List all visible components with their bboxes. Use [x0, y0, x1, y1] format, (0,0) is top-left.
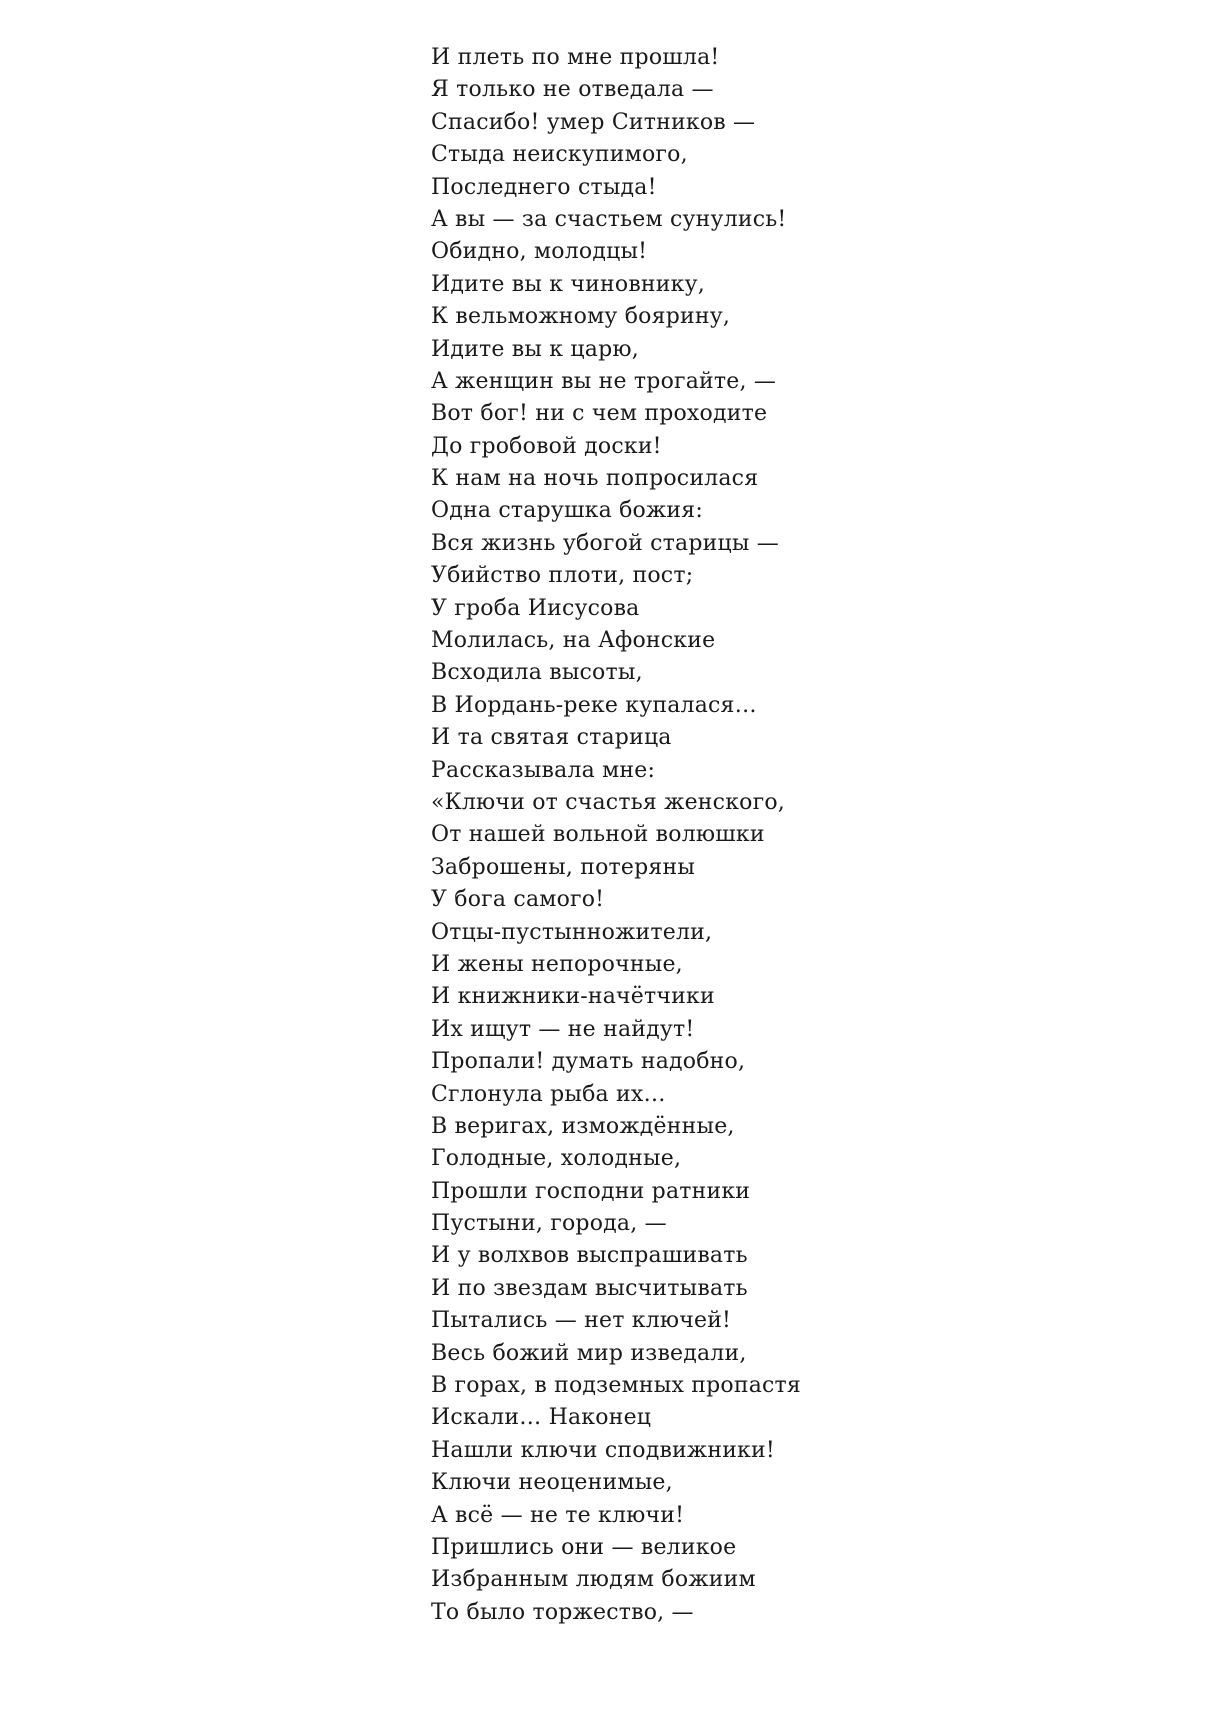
poem-line: От нашей вольной волюшки — [431, 822, 765, 848]
poem-line: И плеть по мне прошла! — [431, 45, 720, 70]
poem-line: Сглонула рыба их… — [431, 1081, 666, 1107]
poem-line: К вельможному боярину, — [431, 304, 731, 330]
poem-line: Последнего стыда! — [431, 174, 657, 200]
poem-line: Рассказывала мне: — [431, 757, 656, 783]
poem-line: Идите вы к царю, — [431, 336, 639, 362]
poem-line: А женщин вы не трогайте, — — [431, 368, 777, 394]
poem-line: Пустыни, города, — — [431, 1211, 667, 1237]
poem-text — [431, 42, 1211, 1629]
poem-line: В Иордань-реке купалася… — [431, 692, 757, 718]
poem-line: Обидно, молодцы! — [431, 239, 648, 265]
poem-line: Идите вы к чиновнику, — [431, 271, 705, 297]
poem-line: В веригах, измождённые, — [431, 1113, 735, 1139]
poem-line: Заброшены, потеряны — [431, 854, 696, 880]
poem-line: И та святая старица — [431, 725, 672, 751]
poem-line: Стыда неискупимого, — [431, 142, 688, 168]
poem-line: Ключи неоценимые, — [431, 1470, 673, 1496]
poem-line: Всходила высоты, — [431, 660, 643, 686]
poem-line: Спасибо! умер Ситников — — [431, 109, 756, 135]
poem-line: У бога самого! — [431, 887, 605, 913]
poem-line: То было торжество, — — [431, 1599, 694, 1625]
poem-line: А вы — за счастьем сунулись! — [431, 206, 787, 232]
poem-line: Вся жизнь убогой старицы — — [431, 530, 779, 556]
poem-line: Пытались — нет ключей! — [431, 1308, 732, 1334]
poem-line: Голодные, холодные, — [431, 1146, 682, 1172]
poem-line: Прошли господни ратники — [431, 1178, 751, 1204]
poem-line: Нашли ключи сподвижники! — [431, 1437, 775, 1463]
poem-line: И у волхвов выспрашивать — [431, 1243, 748, 1269]
poem-line: И жены непорочные, — [431, 951, 683, 977]
poem-line: И книжники-начётчики — [431, 984, 715, 1010]
poem-line: Отцы-пустынножители, — [431, 919, 713, 945]
poem-line: И по звездам высчитывать — [431, 1275, 748, 1301]
poem-line: Убийство плоти, пост; — [431, 563, 694, 589]
poem-line: А всё — не те ключи! — [431, 1502, 685, 1528]
poem-line: Весь божий мир изведали, — [431, 1340, 747, 1366]
poem-line: Искали… Наконец — [431, 1405, 652, 1431]
poem-line: К нам на ночь попросилася — [431, 466, 759, 492]
poem-line: В горах, в подземных пропастя — [431, 1373, 802, 1399]
poem-line: До гробовой доски! — [431, 433, 662, 459]
poem-line: Одна старушка божия: — [431, 498, 703, 524]
poem-line: Пропали! думать надобно, — [431, 1049, 746, 1075]
poem-line: Я только не отведала — — [431, 77, 714, 103]
poem-line: У гроба Иисусова — [431, 595, 640, 621]
poem-line: «Ключи от счастья женского, — [431, 789, 785, 815]
poem-line: Вот бог! ни с чем проходите — [431, 401, 768, 427]
poem-line: Избранным людям божиим — [431, 1567, 756, 1593]
poem-line: Пришлись они — великое — [431, 1534, 737, 1560]
poem-line: Молилась, на Афонские — [431, 628, 716, 654]
poem-line: Их ищут — не найдут! — [431, 1016, 695, 1042]
